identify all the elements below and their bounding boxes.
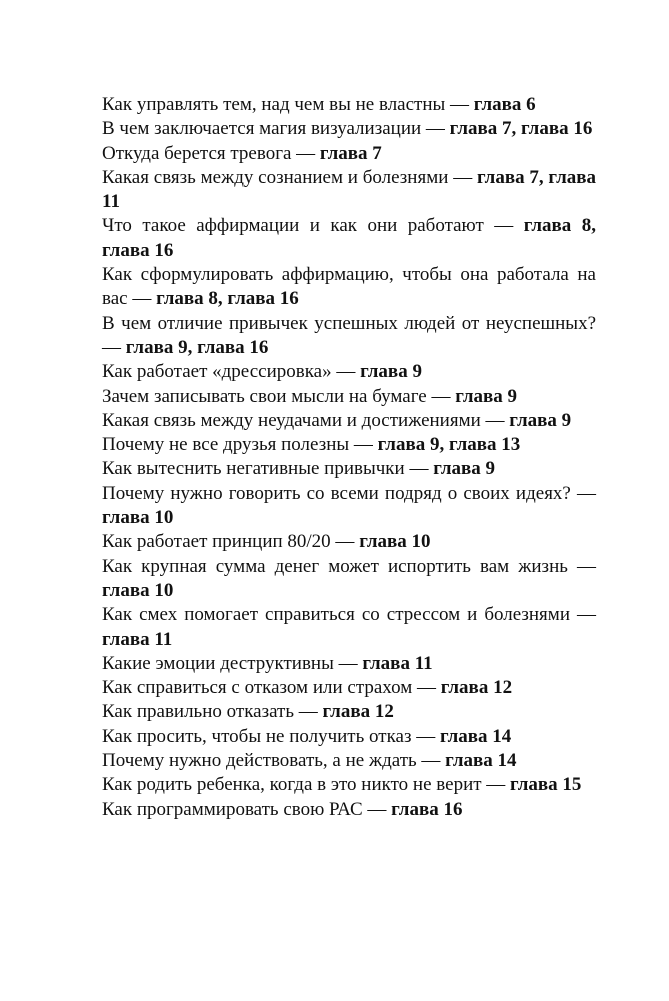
index-entry — [102, 773, 596, 797]
entry-chapter-ref: глава 10 — [359, 531, 431, 553]
entry-chapter-ref: глава 14 — [439, 725, 512, 747]
entry-question: Какая связь между неудачами и достижениями — — [102, 409, 505, 431]
index-entry — [102, 555, 596, 604]
entry-chapter-ref: глава 9, глава 13 — [377, 434, 521, 456]
index-entry — [102, 93, 596, 117]
index-entry — [102, 263, 596, 312]
index-entry — [102, 312, 596, 361]
topic-index-list — [102, 93, 596, 822]
index-entry — [102, 676, 596, 700]
index-entry — [102, 700, 596, 724]
index-entry — [102, 214, 596, 263]
index-entry — [102, 117, 596, 141]
entry-question: Какие эмоции деструктивны — — [102, 652, 358, 674]
index-entry — [102, 433, 596, 457]
index-entry — [102, 749, 596, 773]
entry-question: Как сформулировать аффирмацию, чтобы она работала на вас — — [102, 264, 596, 310]
entry-question: Как управлять тем, над чем вы не властны — — [102, 94, 470, 115]
index-entry — [102, 166, 596, 215]
entry-question: Почему не все друзья полезны — — [102, 434, 373, 456]
entry-chapter-ref: глава 12 — [440, 677, 513, 699]
entry-chapter-ref: глава 11 — [362, 652, 433, 674]
entry-question: В чем отличие привычек успешных людей от неуспешных? — — [102, 312, 596, 358]
index-entry — [102, 482, 596, 531]
entry-question: Как программировать свою РАС — — [102, 798, 387, 820]
entry-chapter-ref: глава 10 — [102, 507, 174, 529]
entry-chapter-ref: глава 8, глава 16 — [102, 215, 596, 261]
entry-question: Какая связь между сознанием и болезнями — — [102, 166, 473, 188]
index-entry — [102, 409, 596, 433]
entry-question: В чем заключается магия визуализации — — [102, 118, 445, 140]
index-entry — [102, 457, 596, 481]
entry-chapter-ref: глава 7, глава 16 — [449, 118, 593, 140]
entry-question: Зачем записывать свои мысли на бумаге — — [102, 385, 451, 407]
entry-chapter-ref: глава 9 — [509, 409, 572, 431]
entry-question: Как родить ребенка, когда в это никто не верит — — [102, 774, 506, 796]
index-entry — [102, 360, 596, 384]
entry-chapter-ref: глава 15 — [510, 774, 582, 796]
entry-question: Как вытеснить негативные привычки — — [102, 458, 429, 480]
index-entry — [102, 142, 596, 166]
index-entry — [102, 652, 596, 676]
entry-question: Как работает «дрессировка» — — [102, 361, 356, 383]
entry-question: Что такое аффирмации и как они работают — — [102, 215, 514, 237]
entry-chapter-ref: глава 9, глава 16 — [125, 336, 269, 358]
entry-question: Как смех помогает справиться со стрессом и болезнями — — [102, 604, 596, 626]
entry-question: Почему нужно действовать, а не ждать — — [102, 750, 441, 772]
index-entry — [102, 603, 596, 652]
entry-question: Как справиться с отказом или страхом — — [102, 677, 436, 699]
entry-question: Как работает принцип 80/20 — — [102, 531, 355, 553]
entry-question: Как просить, чтобы не получить отказ — — [102, 725, 436, 747]
entry-question: Как правильно отказать — — [102, 701, 318, 723]
index-entry — [102, 530, 596, 554]
entry-question: Почему нужно говорить со всеми подряд о своих идеях? — — [102, 482, 596, 504]
entry-chapter-ref: глава 7 — [319, 142, 382, 164]
entry-chapter-ref: глава 9 — [455, 385, 518, 407]
entry-chapter-ref: глава 7, глава 11 — [102, 166, 597, 213]
entry-chapter-ref: глава 9 — [360, 361, 422, 383]
entry-question: Как крупная сумма денег может испортить вам жизнь — — [102, 555, 596, 577]
entry-question: Откуда берется тревога — — [102, 142, 316, 164]
entry-chapter-ref: глава 9 — [433, 458, 496, 480]
entry-chapter-ref: глава 6 — [473, 94, 536, 115]
entry-chapter-ref: глава 10 — [102, 579, 174, 601]
entry-chapter-ref: глава 11 — [102, 628, 173, 650]
index-entry — [102, 385, 596, 409]
entry-chapter-ref: глава 16 — [391, 798, 463, 820]
index-entry — [102, 798, 596, 822]
index-entry — [102, 725, 596, 749]
entry-chapter-ref: глава 12 — [322, 701, 394, 723]
entry-chapter-ref: глава 14 — [445, 750, 517, 772]
entry-chapter-ref: глава 8, глава 16 — [156, 288, 299, 310]
